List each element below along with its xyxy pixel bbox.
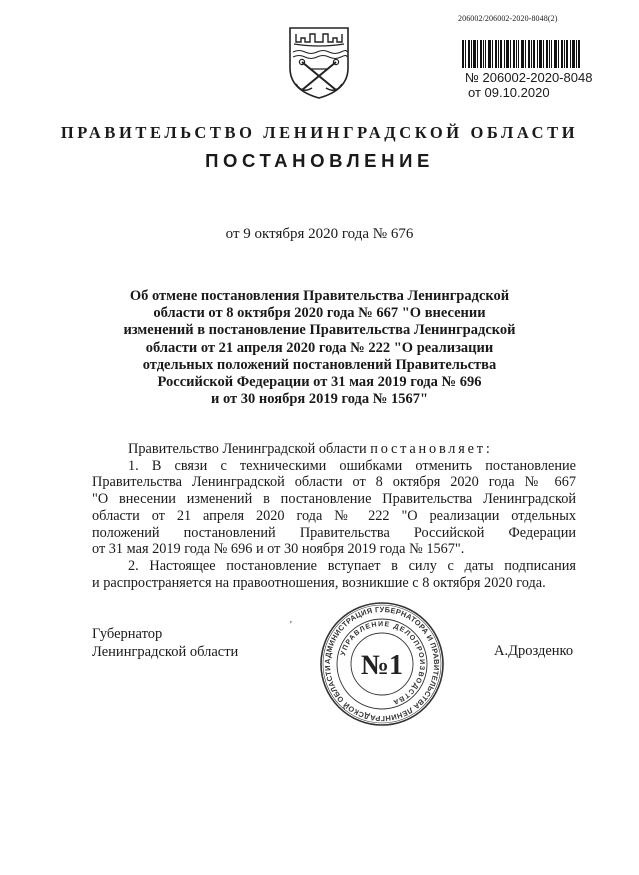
item-1-line: области от 21 апреля 2020 года № 222 "О реализации отдельных [92, 507, 576, 524]
item-1-line: положений постановлений Правительства Российской Федерации [92, 524, 576, 541]
registration-number: № 206002-2020-8048 [465, 70, 593, 85]
coat-of-arms-emblem [284, 22, 354, 100]
item-2-line: и распространяется на правоотношения, возникшие с 8 октября 2020 года. [92, 574, 546, 591]
item-1-line: Правительства Ленинградской области от 8 октября 2020 года № 667 [92, 474, 576, 491]
official-seal [318, 600, 446, 728]
signer-title-line: Губернатор [92, 626, 163, 642]
title-line: отдельных положений постановлений Правительства [142, 356, 497, 373]
title-line: Об отмене постановления Правительства Ленинградской [129, 288, 510, 304]
title-line: области от 8 октября 2020 года № 667 "О внесении [153, 305, 486, 322]
seal-outer-text: АДМИНИСТРАЦИЯ ГУБЕРНАТОРА И ПРАВИТЕЛЬСТВА ЛЕНИНГРАДСКОЙ ОБЛАСТИ [322, 604, 442, 724]
organization-name: ПРАВИТЕЛЬСТВО ЛЕНИНГРАДСКОЙ ОБЛАСТИ [60, 123, 579, 142]
item-1-line: "О внесении изменений в постановление Правительства Ленинградской [92, 491, 576, 508]
document-date: от 9 октября 2020 года № 676 [225, 226, 414, 242]
document-body [92, 441, 576, 591]
title-line: области от 21 апреля 2020 года № 222 "О реализации [145, 339, 494, 356]
seal-center-number: №1 [360, 650, 404, 681]
item-2-line: 2. Настоящее постановление вступает в силу с даты подписания [128, 557, 576, 574]
signer-name: А.Дрозденко [494, 643, 574, 659]
item-1-line: от 31 мая 2019 года № 696 и от 30 ноября 2019 года № 1567". [92, 541, 465, 558]
preamble-subject: Правительство Ленинградской области [128, 441, 367, 457]
barcode [462, 40, 580, 68]
title-line: и от 30 ноября 2019 года № 1567" [210, 391, 428, 408]
stray-mark: ' [290, 620, 292, 631]
document-code: 206002/206002-2020-8048(2) [458, 14, 558, 23]
preamble [92, 441, 576, 458]
document-type: ПОСТАНОВЛЕНИЕ [205, 150, 434, 171]
signer-title [92, 625, 238, 661]
seal-inner-text: УПРАВЛЕНИЕ ДЕЛОПРОИЗВОДСТВА [339, 620, 426, 706]
title-line: Российской Федерации от 31 мая 2019 года № 696 [157, 374, 482, 391]
registration-date: от 09.10.2020 [468, 85, 550, 100]
preamble-verb: постановляет: [370, 441, 493, 457]
signer-title-line: Ленинградской области [92, 644, 239, 660]
item-1-line: 1. В связи с техническими ошибками отменить постановление [128, 457, 576, 474]
document-title [0, 288, 639, 408]
title-line: изменений в постановление Правительства Ленинградской [123, 322, 516, 339]
